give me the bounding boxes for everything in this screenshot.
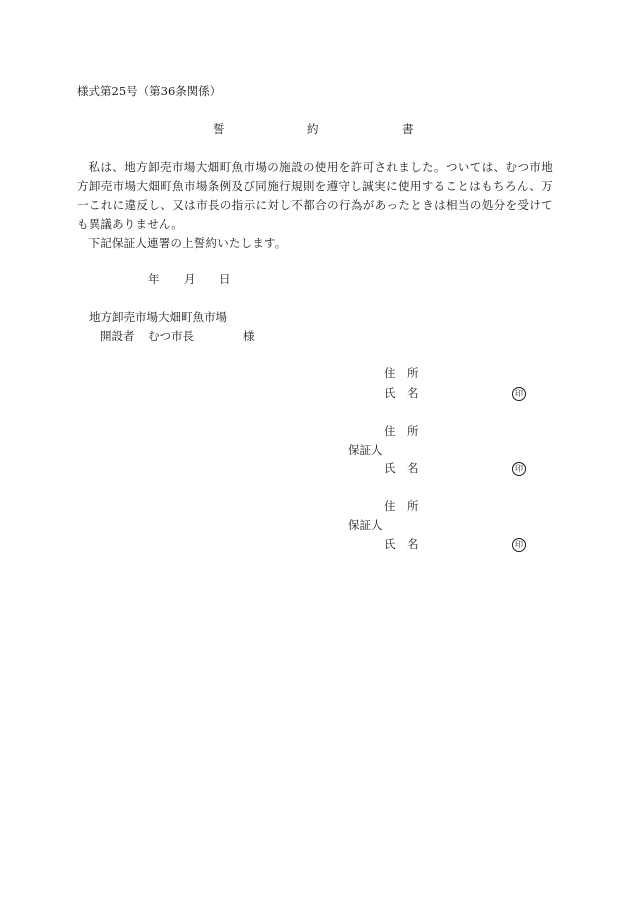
date-month: 月 (184, 272, 196, 286)
guarantor-1-seal-icon: 印 (512, 462, 526, 476)
guarantor-1-address-label: 住 所 (384, 424, 419, 438)
addressee-mayor: むつ市長 (148, 329, 194, 343)
document-title-char-1: 誓 (213, 122, 225, 136)
form-number: 様式第25号（第36条関係） (77, 84, 222, 98)
applicant-seal-icon: 印 (512, 387, 526, 401)
guarantor-1-label: 保証人 (348, 443, 383, 457)
document-title-char-2: 約 (307, 122, 319, 136)
addressee-opener-label: 開設者 (100, 329, 135, 343)
document-title-char-3: 書 (402, 122, 414, 136)
addressee-market: 地方卸売市場大畑町魚市場 (89, 310, 227, 324)
applicant-address-label: 住 所 (384, 366, 419, 380)
body-paragraph-2: 下記保証人連署の上誓約いたします。 (88, 236, 287, 250)
date-year: 年 (148, 272, 160, 286)
guarantor-2-label: 保証人 (348, 518, 383, 532)
date-day: 日 (219, 272, 231, 286)
guarantor-2-seal-icon: 印 (512, 538, 526, 552)
guarantor-1-name-label: 氏 名 (384, 461, 419, 475)
applicant-name-label: 氏 名 (384, 386, 419, 400)
addressee-honorific: 様 (243, 329, 255, 343)
guarantor-2-name-label: 氏 名 (384, 537, 419, 551)
guarantor-2-address-label: 住 所 (384, 499, 419, 513)
body-paragraph-1: 私は、地方卸売市場大畑町魚市場の施設の使用を許可されました。ついては、むつ市地方卸売市場大畑町魚市場条例及び同施行規則を遵守し誠実に使用することはもちろん、万一これに違反し、又は市長の指示に対し不都合の行為があったときは相当の処分を受けても異議ありません。 (77, 160, 553, 231)
